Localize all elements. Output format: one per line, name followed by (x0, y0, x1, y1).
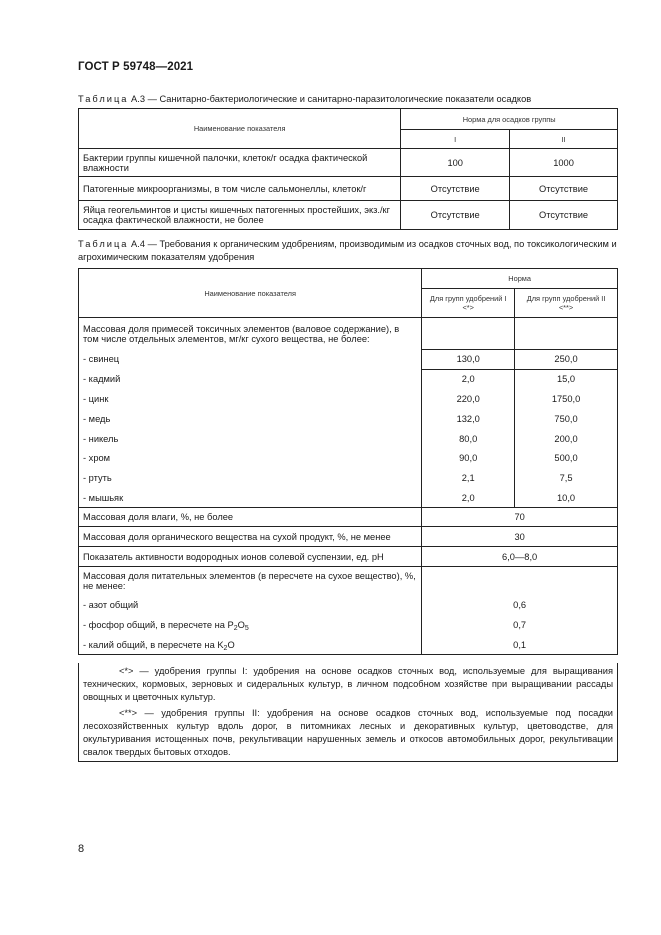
table-a4-notes (78, 663, 618, 762)
table-cell: 6,0—8,0 (422, 547, 618, 567)
table-cell: - азот общий (79, 595, 422, 615)
potassium-oxygen: O (227, 639, 235, 650)
table-row (79, 635, 618, 655)
table-cell: Показатель активности водородных ионов солевой суспензии, ед. pH (79, 547, 422, 567)
table-cell: 7,5 (515, 468, 618, 488)
table-cell: 1000 (510, 149, 618, 177)
table-cell: 0,6 (422, 595, 618, 615)
table-cell: - никель (79, 429, 422, 449)
table-row (79, 149, 618, 177)
table-a4-header-group1: Для групп удобрений I <*> (422, 289, 515, 318)
table-cell: 0,1 (422, 635, 618, 655)
table-row (79, 547, 618, 567)
table-row (79, 369, 618, 389)
table-row (79, 508, 618, 527)
table-cell: 1750,0 (515, 389, 618, 409)
table-cell: - свинец (79, 350, 422, 370)
table-cell: 220,0 (422, 389, 515, 409)
table-cell: 2,0 (422, 488, 515, 508)
table-a3 (78, 108, 618, 230)
table-cell: Отсутствие (510, 201, 618, 230)
table-cell: 70 (422, 508, 618, 527)
table-row (79, 409, 618, 429)
table-a4-header-norm: Норма (422, 269, 618, 289)
table-cell: 80,0 (422, 429, 515, 449)
table-cell: 2,1 (422, 468, 515, 488)
potassium-subscript: 2 (223, 644, 228, 652)
table-row (79, 389, 618, 409)
standard-designation: ГОСТ Р 59748—2021 (78, 61, 194, 73)
nutrient-elements-header: Массовая доля питательных элементов (в пересчете на сухое вещество), %, не менее: (79, 567, 422, 595)
table-cell: 90,0 (422, 448, 515, 468)
page-number: 8 (78, 843, 85, 855)
table-a3-header-name: Наименование показателя (79, 109, 401, 149)
table-cell: Бактерии группы кишечной палочки, клеток/г осадка фактической влажности (79, 149, 401, 177)
table-cell: Яйца геогельминтов и цисты кишечных патогенных простейших, экз./кг осадка фактической влажности, не более (79, 201, 401, 230)
table-row (79, 468, 618, 488)
table-cell: Массовая доля влаги, %, не более (79, 508, 422, 527)
table-cell: - кадмий (79, 369, 422, 389)
table-row (79, 318, 618, 350)
toxic-elements-header: Массовая доля примесей токсичных элементов (валовое содержание), в том числе отдельных элементов, мг/кг сухого вещества, не более: (79, 318, 422, 350)
table-a3-caption-prefix: Таблица (78, 94, 129, 104)
table-cell: 250,0 (515, 350, 618, 370)
table-cell: 15,0 (515, 369, 618, 389)
table-cell: - мышьяк (79, 488, 422, 508)
table-cell: 2,0 (422, 369, 515, 389)
table-row (79, 448, 618, 468)
table-a4-caption-text: А.4 — Требования к органическим удобрениям, производимым из осадков сточных вод, по токсикологическим и агрохимическим показателям удобрения (78, 239, 617, 262)
table-a4-header-name: Наименование показателя (79, 269, 422, 318)
table-cell: 10,0 (515, 488, 618, 508)
table-cell: Отсутствие (401, 201, 510, 230)
phosphorus-label: - фосфор общий, в пересчете на P (83, 619, 234, 630)
empty-cell (422, 567, 618, 595)
table-row (79, 429, 618, 449)
table-row (79, 527, 618, 547)
table-cell: 200,0 (515, 429, 618, 449)
table-a4-caption-prefix: Таблица (78, 239, 129, 249)
table-row (79, 201, 618, 230)
table-cell (79, 635, 422, 655)
phosphorus-subscript-1: 2 (233, 624, 238, 632)
empty-cell (422, 318, 515, 350)
table-a4-header-group2: Для групп удобрений II <**> (515, 289, 618, 318)
table-cell: 30 (422, 527, 618, 547)
table-cell: Патогенные микроорганизмы, в том числе сальмонеллы, клеток/г (79, 177, 401, 201)
table-a3-header-norm: Норма для осадков группы (401, 109, 618, 130)
phosphorus-subscript-2: 5 (244, 624, 249, 632)
table-a3-caption (78, 93, 618, 106)
table-cell: - хром (79, 448, 422, 468)
table-cell: 100 (401, 149, 510, 177)
table-row (79, 488, 618, 508)
table-cell: Массовая доля органического вещества на сухой продукт, %, не менее (79, 527, 422, 547)
footnote-group-2: <**> — удобрения группы II: удобрения на основе осадков сточных вод, используемые под посадки лесохозяйственных культур вдоль дорог, в питомниках лесных и декоративных культур, цветоводстве, для окультуривания истощенных почв, рекультивации нарушенных земель и откосов автомобильных дорог, рекультивации свалок твердых бытовых отходов. (83, 707, 613, 758)
table-row (79, 567, 618, 595)
table-row (79, 615, 618, 635)
table-row (79, 350, 618, 370)
table-cell: Отсутствие (510, 177, 618, 201)
table-a3-header-group2: II (510, 130, 618, 149)
table-cell: - медь (79, 409, 422, 429)
table-cell: 132,0 (422, 409, 515, 429)
table-cell: 0,7 (422, 615, 618, 635)
table-a4 (78, 268, 618, 655)
potassium-label: - калий общий, в пересчете на K (83, 639, 224, 650)
table-cell: Отсутствие (401, 177, 510, 201)
table-cell: 750,0 (515, 409, 618, 429)
table-row (79, 177, 618, 201)
table-a3-caption-text: А.3 — Санитарно-бактериологические и санитарно-паразитологические показатели осадков (128, 94, 532, 104)
table-cell: 500,0 (515, 448, 618, 468)
table-row (79, 595, 618, 615)
table-cell: - ртуть (79, 468, 422, 488)
table-a4-caption (78, 238, 618, 263)
table-cell: 130,0 (422, 350, 515, 370)
footnote-group-1: <*> — удобрения группы I: удобрения на основе осадков сточных вод, используемые для выращивания технических, кормовых, зерновых и сидеральных культур, в личном подсобном хозяйстве при выращивании рассады овощных и цветочных культур. (83, 666, 613, 703)
phosphorus-oxygen: O (237, 619, 245, 630)
table-cell (79, 615, 422, 635)
table-cell: - цинк (79, 389, 422, 409)
empty-cell (515, 318, 618, 350)
table-a3-header-group1: I (401, 130, 510, 149)
